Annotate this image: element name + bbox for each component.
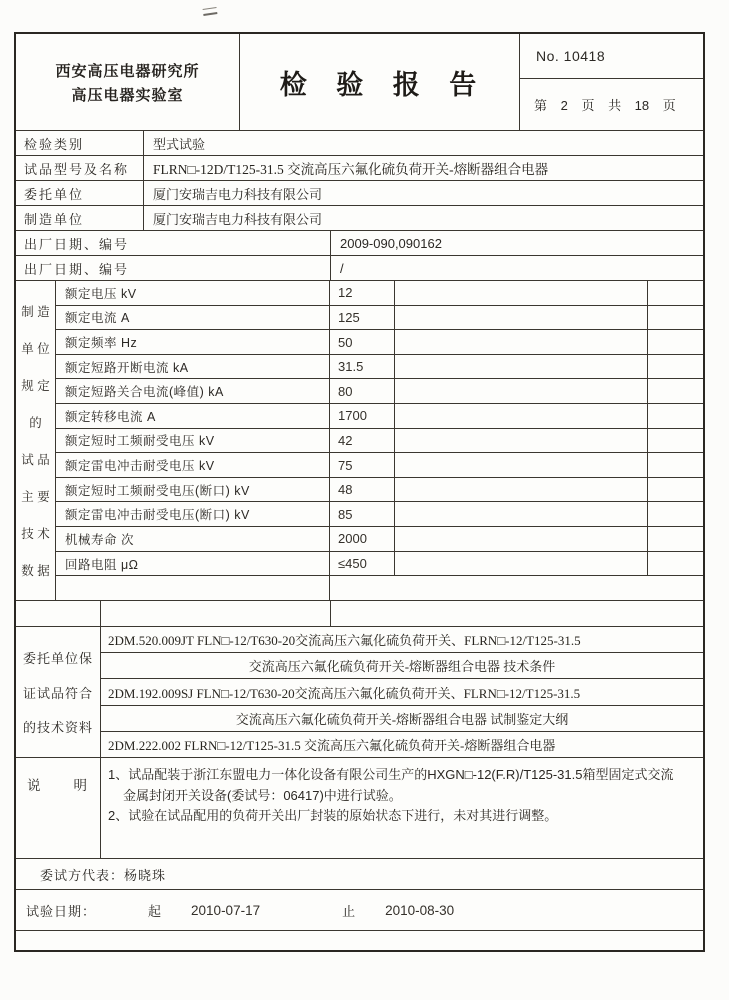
row-value: 2009-090,090162	[340, 235, 442, 251]
parameter-name: 机械寿命 次	[56, 527, 330, 551]
table-row-document-2-title: 交流高压六氟化硫负荷开关-熔断器组合电器 试制鉴定大纲	[101, 706, 703, 732]
note-line-3: 2、试验在试品配用的负荷开关出厂封装的原始状态下进行，未对其进行调整。	[108, 808, 558, 823]
row-value: /	[340, 260, 344, 276]
notes-section	[16, 758, 703, 859]
notes-section-label: 说 明	[16, 758, 101, 858]
parameter-value: 50	[330, 330, 395, 354]
row-value: FLRN□-12D/T125-31.5 交流高压六氟化硫负荷开关-熔断器组合电器	[153, 162, 549, 177]
parameter-value: 31.5	[330, 355, 395, 379]
inspection-report-document	[14, 32, 705, 952]
parameter-value: 1700	[330, 404, 395, 428]
parameter-value: 2000	[330, 527, 395, 551]
empty-cell	[16, 601, 101, 626]
empty-cell	[395, 330, 648, 354]
parameter-value: ≤450	[330, 552, 395, 576]
certification-section-label	[16, 627, 101, 757]
side-label-text: 试 品	[21, 453, 50, 467]
empty-cell	[648, 502, 703, 526]
note-line-1: 1、试品配装于浙江东盟电力一体化设备有限公司生产的HXGN□-12(F.R)/T125-31.5箱型固定式交流	[108, 767, 674, 782]
title-cell	[240, 34, 520, 130]
parameter-name: 额定短时工频耐受电压 kV	[56, 429, 330, 453]
side-label-text: 技 术	[21, 527, 50, 541]
report-number: No. 10418	[520, 34, 703, 79]
laboratory-name: 高压电器实验室	[71, 86, 184, 104]
empty-cell	[648, 330, 703, 354]
table-row-empty-transition	[16, 601, 703, 627]
table-row-factory-date-no-1	[16, 231, 703, 256]
organization-cell	[16, 34, 240, 130]
side-label-text: 委托单位保	[22, 651, 93, 667]
table-row-factory-date-no-2	[16, 256, 703, 281]
row-value: 型式试验	[153, 136, 206, 152]
page-indicator: 第 2 页 共 18 页	[534, 98, 676, 113]
side-label-text: 的	[29, 416, 42, 430]
parameter-name: 额定短路开断电流 kA	[56, 355, 330, 379]
empty-cell	[330, 576, 703, 600]
parameter-name: 额定转移电流 A	[56, 404, 330, 428]
row-label: 委托单位	[16, 181, 144, 205]
empty-cell	[648, 453, 703, 477]
side-label-text: 单 位	[21, 342, 50, 356]
empty-cell	[395, 429, 648, 453]
empty-cell	[395, 404, 648, 428]
parameter-value: 80	[330, 379, 395, 403]
representative-label: 委试方代表：	[40, 867, 125, 883]
empty-cell	[395, 502, 648, 526]
parameter-name: 额定电压 kV	[56, 281, 330, 305]
table-row-document-2: 2DM.192.009SJ FLN□-12/T630-20交流高压六氟化硫负荷开关、FLRN□-12/T125-31.5	[101, 679, 703, 705]
side-label-text: 证试品符合	[22, 685, 93, 701]
side-label-text: 主 要	[21, 490, 50, 504]
parameter-value: 85	[330, 502, 395, 526]
row-value: 厦门安瑞吉电力科技有限公司	[153, 211, 323, 227]
parameter-name: 额定雷电冲击耐受电压(断口) kV	[56, 502, 330, 526]
representative-name: 杨晓珠	[124, 867, 167, 883]
table-row-lightning-impulse-withstand	[56, 453, 703, 478]
report-meta-cell	[520, 34, 703, 130]
empty-cell	[395, 306, 648, 330]
scan-artifact	[203, 7, 218, 16]
test-date-row	[16, 890, 703, 931]
table-row-loop-resistance	[56, 552, 703, 577]
table-row-document-3: 2DM.222.002 FLRN□-12/T125-31.5 交流高压六氟化硫负荷开关-熔断器组合电器	[108, 737, 556, 753]
row-label: 出厂日期、编号	[16, 231, 331, 255]
empty-cell	[648, 306, 703, 330]
table-row-rated-breaking-current	[56, 355, 703, 380]
side-label-text: 规 定	[21, 379, 50, 393]
empty-cell	[648, 281, 703, 305]
table-row-inspection-category	[16, 131, 703, 156]
table-row-lightning-impulse-withstand-gap	[56, 502, 703, 527]
empty-cell	[395, 552, 648, 576]
technical-data-rows	[56, 281, 703, 600]
empty-cell	[648, 552, 703, 576]
parameter-value: 48	[330, 478, 395, 502]
empty-cell	[648, 379, 703, 403]
empty-cell	[395, 478, 648, 502]
table-row-empty	[56, 576, 703, 600]
parameter-name: 额定雷电冲击耐受电压 kV	[56, 453, 330, 477]
report-title: 检 验 报 告	[279, 69, 480, 100]
empty-cell	[648, 355, 703, 379]
parameter-name: 额定电流 A	[56, 306, 330, 330]
row-label: 试品型号及名称	[16, 156, 144, 180]
parameter-name: 额定短时工频耐受电压(断口) kV	[56, 478, 330, 502]
parameter-name: 额定短路关合电流(峰值) kA	[56, 379, 330, 403]
table-row-specimen-model	[16, 156, 703, 181]
parameter-value: 42	[330, 429, 395, 453]
representative-row	[16, 859, 703, 890]
row-value: 厦门安瑞吉电力科技有限公司	[153, 186, 323, 202]
row-label: 制造单位	[16, 206, 144, 230]
organization-name: 西安高压电器研究所	[55, 62, 200, 80]
table-row-document-1-title: 交流高压六氟化硫负荷开关-熔断器组合电器 技术条件	[101, 653, 703, 679]
table-row-power-frequency-withstand-gap	[56, 478, 703, 503]
notes-body	[101, 758, 703, 858]
start-date-value: 2010-07-17	[191, 902, 261, 918]
table-row-rated-transfer-current	[56, 404, 703, 429]
table-row-rated-making-current	[56, 379, 703, 404]
technical-data-section-label	[16, 281, 56, 600]
empty-cell	[331, 601, 703, 626]
end-date-value: 2010-08-30	[385, 902, 455, 918]
report-header	[16, 34, 703, 131]
parameter-value: 12	[330, 281, 395, 305]
parameter-value: 75	[330, 453, 395, 477]
empty-cell	[395, 355, 648, 379]
empty-cell	[395, 379, 648, 403]
table-row-rated-voltage	[56, 281, 703, 306]
empty-cell	[395, 453, 648, 477]
row-label: 检验类别	[16, 131, 144, 155]
empty-bottom-row	[16, 931, 703, 950]
row-label: 出厂日期、编号	[16, 256, 331, 280]
table-row-rated-frequency	[56, 330, 703, 355]
technical-data-table	[16, 281, 703, 601]
parameter-name: 额定频率 Hz	[56, 330, 330, 354]
empty-cell	[648, 429, 703, 453]
empty-cell	[648, 478, 703, 502]
parameter-name: 回路电阻 μΩ	[56, 552, 330, 576]
test-date-label: 试验日期：	[26, 903, 97, 919]
empty-cell	[648, 527, 703, 551]
side-label-text: 数 据	[21, 564, 50, 578]
start-date-label: 起	[148, 903, 162, 919]
parameter-value: 125	[330, 306, 395, 330]
table-row-client	[16, 181, 703, 206]
table-row-mechanical-life	[56, 527, 703, 552]
table-row-document-1: 2DM.520.009JT FLN□-12/T630-20交流高压六氟化硫负荷开关、FLRN□-12/T125-31.5	[101, 627, 703, 653]
empty-cell	[395, 527, 648, 551]
side-label-text: 的技术资料	[22, 719, 93, 735]
note-line-2: 金属封闭开关设备(委试号：06417)中进行试验。	[123, 787, 402, 803]
table-row-manufacturer	[16, 206, 703, 231]
side-label-text: 制 造	[21, 305, 50, 319]
certification-documents-section	[16, 627, 703, 758]
empty-cell	[648, 404, 703, 428]
table-row-rated-current	[56, 306, 703, 331]
empty-cell	[101, 601, 331, 626]
table-row-power-frequency-withstand	[56, 429, 703, 454]
empty-cell	[395, 281, 648, 305]
empty-cell	[56, 576, 330, 600]
end-date-label: 止	[342, 903, 356, 919]
certification-rows	[101, 627, 703, 757]
